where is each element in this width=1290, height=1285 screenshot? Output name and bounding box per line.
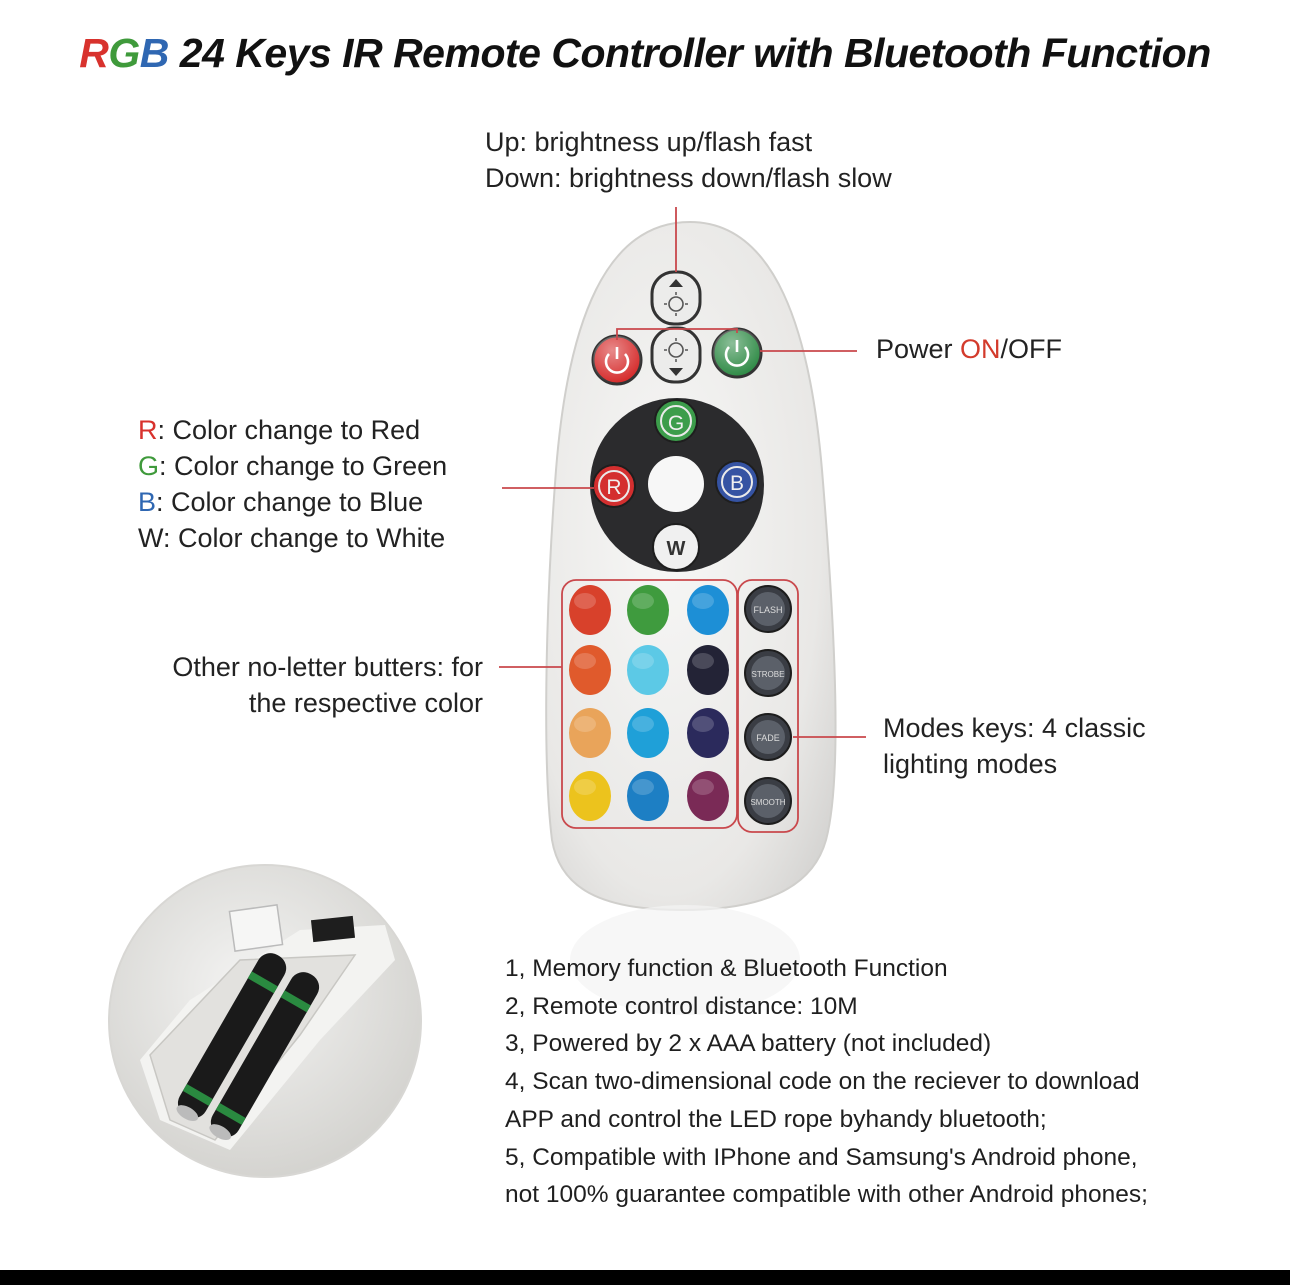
color-key-4-1[interactable] xyxy=(569,771,611,821)
color-key-1-2[interactable] xyxy=(627,585,669,635)
color-key-highlight xyxy=(574,593,596,609)
color-key-highlight xyxy=(692,653,714,669)
b-annotation: B: Color change to Blue xyxy=(138,487,424,517)
noletter-annotation: Other no-letter butters: for the respective color xyxy=(172,652,483,718)
power-on-text: ON xyxy=(960,334,1001,364)
svg-text:FLASH: FLASH xyxy=(753,605,783,615)
color-key-highlight xyxy=(632,653,654,669)
title-letter-r: R xyxy=(79,30,109,76)
svg-text:W: W xyxy=(666,538,686,560)
color-key-highlight xyxy=(632,716,654,732)
color-key-highlight xyxy=(574,779,596,795)
rgbw-annotation xyxy=(138,412,447,556)
mode-key-fade[interactable] xyxy=(745,714,791,760)
list-item: 3, Powered by 2 x AAA battery (not included) xyxy=(505,1030,992,1058)
color-key-1-1[interactable] xyxy=(569,585,611,635)
brightness-down-key[interactable] xyxy=(652,328,700,382)
color-key-4-2[interactable] xyxy=(627,771,669,821)
color-key-1-3[interactable] xyxy=(687,585,729,635)
power-annotation xyxy=(876,331,1062,367)
power-on-key[interactable] xyxy=(713,329,761,377)
w-key[interactable] xyxy=(653,524,699,570)
title-letter-b: B xyxy=(139,30,169,76)
power-prefix: Power xyxy=(876,334,961,364)
svg-text:STROBE: STROBE xyxy=(751,670,785,679)
color-key-2-3[interactable] xyxy=(687,645,729,695)
list-item: 1, Memory function & Bluetooth Function xyxy=(505,955,948,982)
mode-key-smooth[interactable] xyxy=(745,778,791,824)
color-key-highlight xyxy=(574,716,596,732)
color-key-highlight xyxy=(692,593,714,609)
list-item: 4, Scan two-dimensional code on the reciever to download xyxy=(505,1068,1140,1096)
g-annotation: G: Color change to Green xyxy=(138,451,448,481)
svg-text:SMOOTH: SMOOTH xyxy=(750,798,786,807)
b-key[interactable] xyxy=(716,461,758,503)
r-annotation: R: Color change to Red xyxy=(138,415,421,445)
battery-compartment-photo xyxy=(109,865,421,1177)
color-key-highlight xyxy=(632,593,654,609)
title-text: 24 Keys IR Remote Controller with Bluetooth Function xyxy=(179,30,1211,76)
color-key-4-3[interactable] xyxy=(687,771,729,821)
brightness-up-key[interactable] xyxy=(652,272,700,324)
g-key[interactable] xyxy=(655,400,697,442)
color-key-highlight xyxy=(632,779,654,795)
list-item: 2, Remote control distance: 10M xyxy=(505,992,858,1020)
svg-text:FADE: FADE xyxy=(756,733,780,743)
title-letter-g: G xyxy=(108,30,140,76)
power-suffix: /OFF xyxy=(1000,334,1063,364)
power-off-key[interactable] xyxy=(593,336,641,384)
list-item: APP and control the LED rope byhandy bluetooth; xyxy=(505,1105,1047,1133)
brightness-annotation xyxy=(485,124,892,196)
color-key-highlight xyxy=(574,653,596,669)
mode-key-flash[interactable] xyxy=(745,586,791,632)
feature-list xyxy=(505,950,1148,1214)
r-key[interactable] xyxy=(593,465,635,507)
svg-text:G: G xyxy=(667,412,685,435)
bottom-bar xyxy=(0,1270,1290,1285)
color-key-highlight xyxy=(692,716,714,732)
list-item: 5, Compatible with IPhone and Samsung's Android phone, xyxy=(505,1143,1138,1171)
color-key-highlight xyxy=(692,779,714,795)
color-key-2-1[interactable] xyxy=(569,645,611,695)
mode-key-strobe[interactable] xyxy=(745,650,791,696)
list-item: not 100% guarantee compatible with other Android phones; xyxy=(505,1181,1148,1209)
up-annotation: Up: brightness up/flash fast xyxy=(485,127,813,157)
svg-text:B: B xyxy=(729,472,745,495)
color-key-3-3[interactable] xyxy=(687,708,729,758)
color-key-2-2[interactable] xyxy=(627,645,669,695)
svg-text:R: R xyxy=(606,476,622,499)
center-key[interactable] xyxy=(648,456,704,512)
down-annotation: Down: brightness down/flash slow xyxy=(485,163,892,193)
color-key-3-1[interactable] xyxy=(569,708,611,758)
w-annotation: W: Color change to White xyxy=(138,523,446,553)
color-key-3-2[interactable] xyxy=(627,708,669,758)
modes-annotation: Modes keys: 4 classic lighting modes xyxy=(883,713,1146,779)
